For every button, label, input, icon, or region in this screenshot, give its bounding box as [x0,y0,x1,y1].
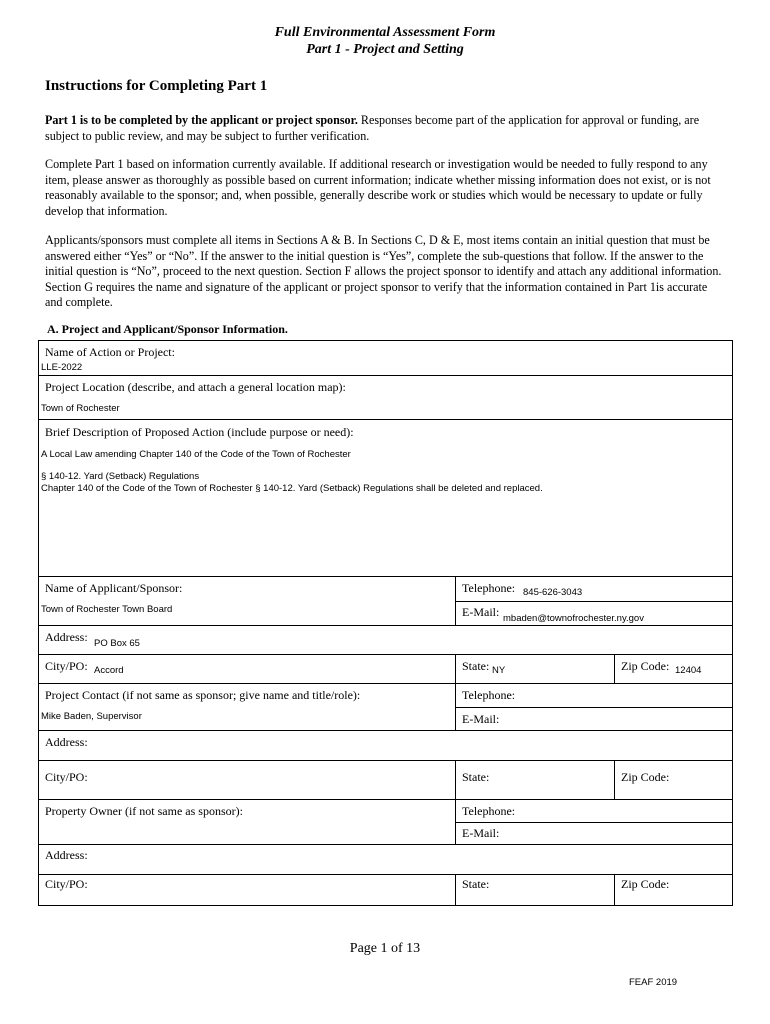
applicant-city-value[interactable]: Accord [94,665,124,676]
contact-name-label: Project Contact (if not same as sponsor; give name and title/role): [45,688,361,702]
instructions-paragraph-1-bold: Part 1 is to be completed by the applicant or project sponsor. [45,113,358,127]
contact-state-label: State: [462,770,490,784]
owner-address-label: Address: [45,848,88,862]
form-subtitle: Part 1 - Project and Setting [306,42,464,57]
contact-email-label: E-Mail: [462,712,500,726]
owner-city-cell[interactable] [38,874,456,906]
page-number: Page 1 of 13 [349,941,421,956]
project-name-label: Name of Action or Project: [45,345,175,359]
project-description-line-3[interactable]: Chapter 140 of the Code of the Town of Rochester § 140-12. Yard (Setback) Regulations shall be deleted and replaced. [41,483,543,494]
applicant-city-cell[interactable] [38,654,456,684]
applicant-address-value[interactable]: PO Box 65 [94,638,140,649]
owner-state-label: State: [462,877,490,891]
owner-email-cell[interactable] [455,822,733,845]
applicant-telephone-value[interactable]: 845-626-3043 [523,587,583,598]
project-name-cell[interactable] [38,340,733,376]
contact-city-cell[interactable] [38,760,456,800]
project-description-line-1[interactable]: A Local Law amending Chapter 140 of the Code of the Town of Rochester [41,449,351,460]
applicant-address-label: Address: [45,630,88,644]
project-description-cell[interactable] [38,419,733,577]
form-id: FEAF 2019 [629,977,678,988]
contact-telephone-label: Telephone: [462,688,516,702]
contact-state-cell[interactable] [455,760,615,800]
contact-telephone-cell[interactable] [455,683,733,708]
owner-state-cell[interactable] [455,874,615,906]
applicant-zip-label: Zip Code: [621,659,670,673]
contact-zip-label: Zip Code: [621,770,670,784]
instructions-paragraph-1 [45,113,725,144]
contact-email-cell[interactable] [455,707,733,731]
applicant-email-cell[interactable] [455,601,733,626]
section-a-form [38,340,733,906]
instructions-paragraph-1-rest: Responses become part of the application for approval or funding, are subject to public review, and may be subject to further verification. [45,113,700,143]
applicant-city-label: City/PO: [45,659,88,673]
applicant-name-value[interactable]: Town of Rochester Town Board [41,604,173,615]
applicant-zip-value[interactable]: 12404 [675,665,702,676]
project-location-cell[interactable] [38,375,733,420]
contact-name-cell[interactable] [38,683,456,731]
instructions-paragraph-2: Complete Part 1 based on information currently available. If additional research or investigation would be needed to fully respond to any item, please answer as thoroughly as possible based on current information; indicate whether missing information does not exist, or is not reasonably available to the sponsor; and, when possible, generally describe work or studies which would be necessary to update or fully develop that information. [45,157,711,218]
owner-city-label: City/PO: [45,877,88,891]
project-location-value[interactable]: Town of Rochester [41,403,120,414]
applicant-state-cell[interactable] [455,654,615,684]
applicant-telephone-cell[interactable] [455,576,733,602]
applicant-name-cell[interactable] [38,576,456,626]
contact-zip-cell[interactable] [614,760,733,800]
contact-address-cell[interactable] [38,730,733,761]
applicant-email-value[interactable]: mbaden@townofrochester.ny.gov [503,613,644,624]
applicant-zip-cell[interactable] [614,654,733,684]
instructions-paragraph-3: Applicants/sponsors must complete all items in Sections A & B. In Sections C, D & E, most items contain an initial question that must be answered either “Yes” or “No”. If the answer to the initial question is “Yes”, complete the sub-questions that follow. If the answer to the initial question is “No”, proceed to the next question. Section F allows the project sponsor to identify and attach any additional information. Section G requires the name and signature of the applicant or project sponsor to verify that the information contained in Part 1is accurate and complete. [45,233,722,309]
project-location-label: Project Location (describe, and attach a general location map): [45,380,346,394]
project-description-line-2[interactable]: § 140-12. Yard (Setback) Regulations [41,471,200,482]
owner-zip-label: Zip Code: [621,877,670,891]
applicant-address-cell[interactable] [38,625,733,655]
applicant-name-label: Name of Applicant/Sponsor: [45,581,183,595]
instructions-heading: Instructions for Completing Part 1 [45,78,268,94]
applicant-state-value[interactable]: NY [492,665,506,676]
contact-address-label: Address: [45,735,88,749]
owner-telephone-label: Telephone: [462,804,516,818]
owner-address-cell[interactable] [38,844,733,875]
project-name-value[interactable]: LLE-2022 [41,362,83,373]
owner-name-label: Property Owner (if not same as sponsor): [45,804,243,818]
contact-city-label: City/PO: [45,770,88,784]
applicant-telephone-label: Telephone: [462,581,516,595]
owner-name-cell[interactable] [38,799,456,845]
owner-email-label: E-Mail: [462,826,500,840]
section-a-heading: A. Project and Applicant/Sponsor Information. [47,322,288,336]
owner-zip-cell[interactable] [614,874,733,906]
applicant-state-label: State: [462,659,490,673]
applicant-email-label: E-Mail: [462,605,500,619]
project-description-label: Brief Description of Proposed Action (include purpose or need): [45,425,354,439]
form-title: Full Environmental Assessment Form [274,25,496,40]
owner-telephone-cell[interactable] [455,799,733,823]
contact-name-value[interactable]: Mike Baden, Supervisor [41,711,142,722]
